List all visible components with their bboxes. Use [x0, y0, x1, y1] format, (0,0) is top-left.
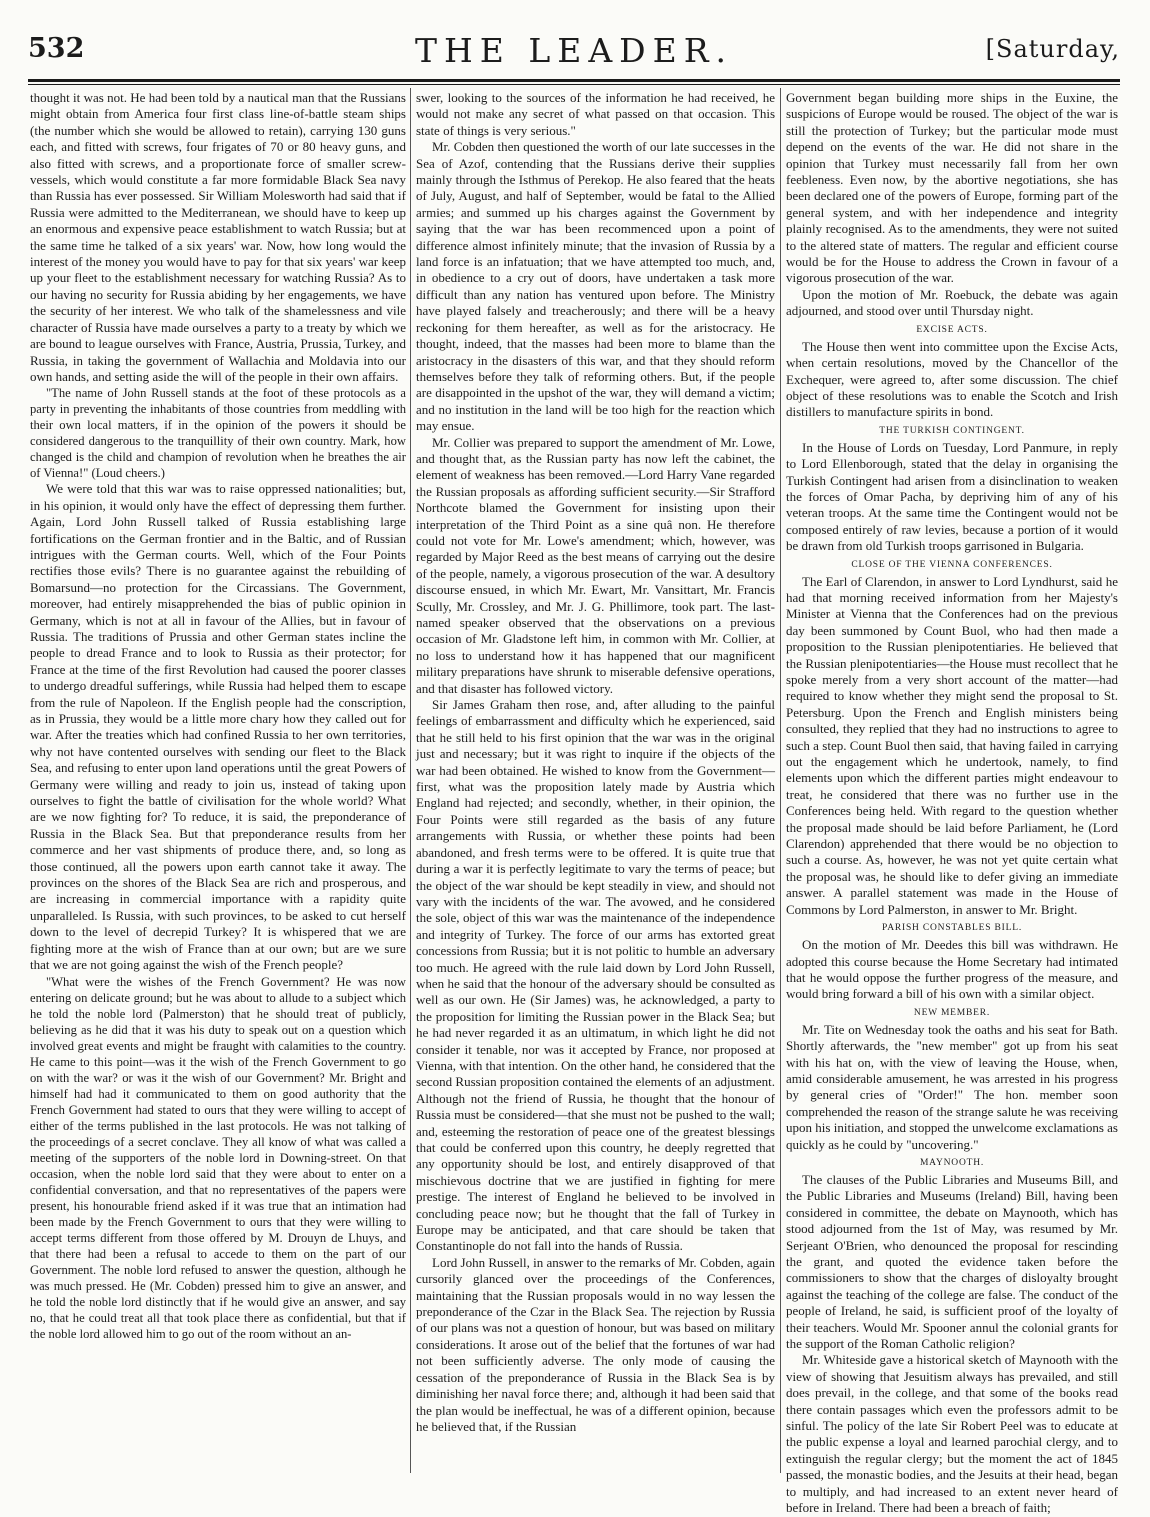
- header-rule: [28, 79, 1120, 82]
- paragraph: swer, looking to the sources of the information he had received, he would not make any secret of what passed on that occasion. This state of things is very serious.": [416, 90, 775, 138]
- section-heading-vienna-conferences: CLOSE OF THE VIENNA CONFERENCES.: [851, 559, 1053, 570]
- paragraph: Upon the motion of Mr. Roebuck, the debate was again adjourned, and stood over until Thursday night.: [786, 286, 1118, 319]
- paragraph: The Earl of Clarendon, in answer to Lord Lyndhurst, said he had that morning received information from her Majesty's Minister at Vienna that the Conferences had on the previous day been summoned by Count Buol, who had then made a proposition to the Russian plenipotentiaries. He believed that the Russian plenipotentiaries—the House must recollect that he spoke merely from a very short account of the matter—had required to know whether they might send the proposal to St. Petersburg. Upon the French and English ministers being consulted, they replied that they had no instructions to agree to such a step. Count Buol then said, that having failed in carrying out the engagement which he undertook, namely, to find elements upon which the different parties might endeavour to treat, he considered that there was no further use in the Conferences being held. With regard to the question whether the proposal made should be laid before Parliament, he (Lord Clarendon) apprehended that there would be no objection to such a course. As, however, he was not yet quite certain what the proposal was, he should like to defer giving an immediate answer. A parallel statement was made in the House of Commons by Lord Palmerston, in answer to Mr. Bright.: [786, 573, 1118, 917]
- quoted-paragraph: "What were the wishes of the French Government? He was now entering on delicate ground; but he was about to allude to a subject which he told the noble lord (Palmerston) that he should treat of publicly, believing as he did that it was his duty to speak out on a question which involved great events and might be fraught with calamities to the country. He came to this point—was it the wish of the French Government to go on with the war? or was it the wish of our Government? Mr. Bright and himself had had it communicated to them on good authority that the French Government had stated to ours that they were willing to accept of either of the terms published in the last protocols. He was not talking of the proceedings of a secret conclave. They all know of what was called a meeting of the supporters of the noble lord in Downing-street. On that occasion, when the noble lord said that they were about to enter on a confidential conversation, and that no representatives of the papers were present, his honourable friend asked if it was true that an intimation had been made by the French Government to ours that they were willing to accept terms different from those offered by M. Drouyn de Lhuys, and that there had been a refusal to accede to them on the part of our Government. The noble lord refused to answer the question, although he was much pressed. He (Mr. Cobden) pressed him to give an answer, and he told the noble lord distinctly that if he would give an answer, and say no, that he could treat all that took place there as confidential, but that if the noble lord allowed him to go out of the room without an an-: [30, 974, 406, 1341]
- paragraph: In the House of Lords on Tuesday, Lord Panmure, in reply to Lord Ellenborough, stated that the delay in organising the Turkish Contingent had arisen from a disinclination to weaken the forces of Omar Pacha, by depriving him of any of his veteran troops. At the same time the Contingent would not be composed entirely of raw levies, because a portion of it would be drawn from old Turkish troops garrisoned in Bulgaria.: [786, 439, 1118, 554]
- paragraph: Lord John Russell, in answer to the remarks of Mr. Cobden, again cursorily glanced over the proceedings of the Conferences, maintaining that the Russian proposals would in no way lessen the preponderance of the Czar in the Black Sea. The rejection by Russia of our plans was not a question of honour, but was based on military considerations. It arose out of the belief that the fortunes of war had not been sufficiently adverse. The only mode of causing the cessation of the preponderance of Russia in the Black Sea is by diminishing her naval force there; and, although it had been said that the plan would be ineffectual, he was of a different opinion, because he believed that, if the Russian: [416, 1254, 775, 1434]
- page-number: 532: [28, 33, 85, 64]
- paragraph: Mr. Tite on Wednesday took the oaths and his seat for Bath. Shortly afterwards, the "new member" got up from his seat with his hat on, with the view of leaving the House, when, amid considerable amusement, he was arrested in his progress by general cries of "Order!" The hon. member soon comprehended the reason of the strange salute he was receiving upon his initiation, and stopped the unwelcome exclamations as quickly as he could by "uncovering.": [786, 1021, 1118, 1152]
- masthead-title: THE LEADER.: [414, 31, 734, 70]
- paragraph: The clauses of the Public Libraries and Museums Bill, and the Public Libraries and Museums (Ireland) Bill, having been considered in committee, the debate on Maynooth, which has stood adjourned from the 1st of May, was resumed by Mr. Serjeant O'Brien, who denounced the proposal for rescinding the grant, and quoted the evidence taken before the commissioners to show that the charges of disloyalty brought against the teaching of the college are false. The conduct of the people of Ireland, he said, is sufficient proof of the loyalty of their teachers. Would Mr. Spooner annul the colonial grants for the support of the Roman Catholic religion?: [786, 1171, 1118, 1352]
- column-divider: [410, 88, 411, 1473]
- header-rule-thin: [28, 84, 1120, 85]
- column-2: [416, 90, 775, 1470]
- section-heading-maynooth: MAYNOOTH.: [919, 1157, 985, 1168]
- quoted-paragraph: "The name of John Russell stands at the foot of these protocols as a party in preventing the inhabitants of those countries from meddling with their own local matters, if in the opinion of the powers it should be considered dangerous to the tranquillity of their own country. Mark, how changed is the child and champion of revolution when he breathes the air of Vienna!" (Loud cheers.): [30, 386, 406, 481]
- section-heading-new-member: NEW MEMBER.: [913, 1007, 991, 1018]
- paragraph: The House then went into committee upon the Excise Acts, when certain resolutions, moved by the Chancellor of the Exchequer, were agreed to, after some discussion. The chief object of these resolutions was to enable the Scotch and Irish distillers to manufacture spirits in bond.: [786, 338, 1118, 420]
- section-heading-parish-constables: PARISH CONSTABLES BILL.: [881, 923, 1023, 934]
- paragraph: Mr. Cobden then questioned the worth of our late successes in the Sea of Azof, contending that the Russians derive their supplies mainly through the Isthmus of Perekop. He also feared that the heats of July, August, and half of September, would be fatal to the Allied armies; and summed up his charges against the Government by saying that the war has been recommenced upon a point of difference almost infinitely minute; that the invasion of Russia by a land force is an infatuation; that we have attempted too much, and, in obedience to a cry out of doors, have undertaken a task more difficult than any nation has ventured upon before. The Ministry have played falsely and treacherously; and there will be a heavy reckoning for them hereafter, as well as for the aristocracy. He thought, indeed, that the masses had been more to blame than the aristocracy in the disasters of this war, and that they should reform themselves before they talk of reforming others. But, if the people are disappointed in the upshot of the war, they will demand a victim; and no institution in the land will be too high for the reaction which may ensue.: [416, 139, 775, 434]
- section-heading-excise-acts: EXCISE ACTS.: [916, 324, 988, 335]
- issue-day: [Saturday,: [985, 35, 1120, 63]
- paragraph: Mr. Collier was prepared to support the amendment of Mr. Lowe, and thought that, as the Russian party has now left the cabinet, the element of weakness has been removed.—Lord Harry Vane regarded the Russian proposals as affording sufficient security.—Sir Strafford Northcote blamed the Government for insisting upon their interpretation of the Third Point as a sine quâ non. He therefore could not vote for Mr. Lowe's amendment; which, however, was regarded by Major Reed as the best means of carrying out the desire of the people, namely, a vigorous prosecution of the war. A desultory discourse ensued, in which Mr. Ewart, Mr. Vansittart, Mr. Francis Scully, Mr. Crossley, and Mr. J. G. Phillimore, took part. The last-named speaker observed that the observations on a previous occasion of Mr. Gladstone left him, in common with Mr. Collier, at no loss to understand how it has happened that our magnificent military preparations have shrunk to miserable defensive operations, and that disaster has followed victory.: [416, 434, 775, 696]
- page-header: [28, 30, 1120, 76]
- section-heading-turkish-contingent: THE TURKISH CONTINGENT.: [879, 425, 1025, 436]
- paragraph: On the motion of Mr. Deedes this bill was withdrawn. He adopted this course because the Home Secretary had intimated that he would oppose the further progress of the measure, and would bring forward a bill of his own with a similar object.: [786, 937, 1118, 1002]
- paragraph: We were told that this war was to raise oppressed nationalities; but, in his opinion, it would only have the effect of depressing them further. Again, Lord John Russell talked of Russia establishing large fortifications on the German frontier and in the Baltic, and of Russian intrigues with the German courts. Well, which of the Four Points rectifies those evils? There is no guarantee against the rebuilding of Bomarsund—no protection for the Circassians. The Government, moreover, had entirely misapprehended the bias of public opinion in Germany, which is not at all in favour of the Allies, but in favour of Russia. The traditions of Prussia and other German states incline the people to dread France and to look to Russia as their protector; for France at the time of the first Revolution had caused the poorer classes to undergo dreadful sufferings, while Russia had helped them to escape from the rule of Napoleon. If the English people had the conscription, as in Prussia, they would be a little more chary how they called out for war. After the treaties which had confined Russia to her own territories, why not have contented ourselves with sending our fleet to the Black Sea, and refusing to enter upon land operations until the great Powers of Germany were willing and ready to join us, instead of taking upon ourselves to fight the battle of civilisation for the whole world? What are we now fighting for? To reduce, it is said, the preponderance of Russia in the Black Sea. But that preponderance results from her commerce and her vast shipments of produce there, and, so long as those continued, all the powers upon earth cannot take it away. The provinces on the shores of the Black Sea are rich and prosperous, and are increasing in commercial importance with a rapidity quite unparalleled. Is Russia, with such provinces, to be asked to cut herself down to the level of decrepid Turkey? It is whispered that we are fighting more at the wish of France than at our own; but are we sure that we are not going against the wish of the French people?: [30, 481, 406, 973]
- paragraph: Government began building more ships in the Euxine, the suspicions of Europe would be roused. The object of the war is still the protection of Turkey; but the particular mode must depend on the events of the war. He did not share in the opinion that Turkey must necessarily fall from her own feebleness. Even now, by the abortive negotiations, she has been declared one of the powers of Europe, forming part of the general system, and with her independence and integrity plainly recognised. As to the amendments, they were not suited to the altered state of matters. The regular and efficient course would be for the House to address the Crown in favour of a vigorous prosecution of the war.: [786, 90, 1118, 286]
- paragraph: thought it was not. He had been told by a nautical man that the Russians might obtain from America four first class line-of-battle steam ships (the number which she would be allowed to retain), carrying 130 guns each, and fitted with screws, four frigates of 70 or 80 heavy guns, and also fitted with screws, and a proportionate force of smaller screw-vessels, which would constitute a far more formidable Black Sea navy than Russia has ever possessed. Sir William Molesworth had said that if Russia were admitted to the Mediterranean, we should have to keep up an enormous and expensive peace establishment to watch Russia; but at the same time he talked of a six years' war. Now, how long would the interest of the money you would have to pay for that six years' war keep up your fleet to the establishment necessary for watching Russia? As to our having no security for Russia abiding by her engagements, we have the security of her interest. We who talk of the shamelessness and vile character of Russia have made ourselves a party to a treaty by which we are bound to league ourselves with France, Austria, Prussia, Turkey, and Russia, in taking the government of Wallachia and Moldavia into our own hands, and setting aside the will of the people in their own affairs.: [30, 90, 406, 384]
- column-1: [30, 90, 406, 1470]
- paragraph: Sir James Graham then rose, and, after alluding to the painful feelings of embarrassment and difficulty which he experienced, said that he still held to his first opinion that the war was in the original just and necessary; but it was right to inquire if the objects of the war had been obtained. He wished to know from the Government—first, what was the proposition lately made by Austria which England had rejected; and secondly, whether, in their opinion, the Four Points were still regarded as the basis of any future arrangements with Russia, or whether these points had been abandoned, and fresh terms were to be offered. It is quite true that during a war it is perfectly legitimate to vary the terms of peace; but the object of the war should be kept steadily in view, and should not vary with the incidents of the war. The avowed, and he considered the sole, object of this war was the maintenance of the independence and integrity of Turkey. The force of our arms has extorted great concessions from Russia; but it is not politic to humble an adversary too much. He agreed with the rule laid down by Lord John Russell, when he said that the honour of the adversary should be consulted as well as our own. He (Sir James) was, he acknowledged, a party to the proposition for limiting the Russian power in the Black Sea; but he had never regarded it as an ultimatum, in which light he did not consider it tenable, nor was it accepted by France, nor proposed at Vienna, with that intention. On the other hand, he considered that the second Russian proposition contained the elements of an adjustment. Although not the friend of Russia, he thought that the honour of Russia must be considered—that she must not be pushed to the wall; and, esteeming the restoration of peace one of the greatest blessings that could be conferred upon this country, he deeply regretted that any opportunity should be lost, and entirely disapproved of that mischievous doctrine that we are justified in fighting for mere prestige. The interest of England he believed to be involved in concluding peace now; but he thought that the fall of Turkey in Europe may be anticipated, and that care should be taken that Constantinople do not fall into the hands of Russia.: [416, 697, 775, 1254]
- column-3: [786, 90, 1118, 1516]
- paragraph: Mr. Whiteside gave a historical sketch of Maynooth with the view of showing that Jesuitism always has prevailed, and still does prevail, in the college, and that some of the books read there contain passages which even the professors admit to be sinful. The policy of the late Sir Robert Peel was to educate at the public expense a loyal and learned parochial clergy, and to extinguish the regular clergy; but the moment the act of 1845 passed, the monastic bodies, and the Jesuits at their head, began to multiply, and had increased to an extent never heard of before in Ireland. There had been a breach of faith;: [786, 1352, 1118, 1516]
- column-divider: [780, 88, 781, 1473]
